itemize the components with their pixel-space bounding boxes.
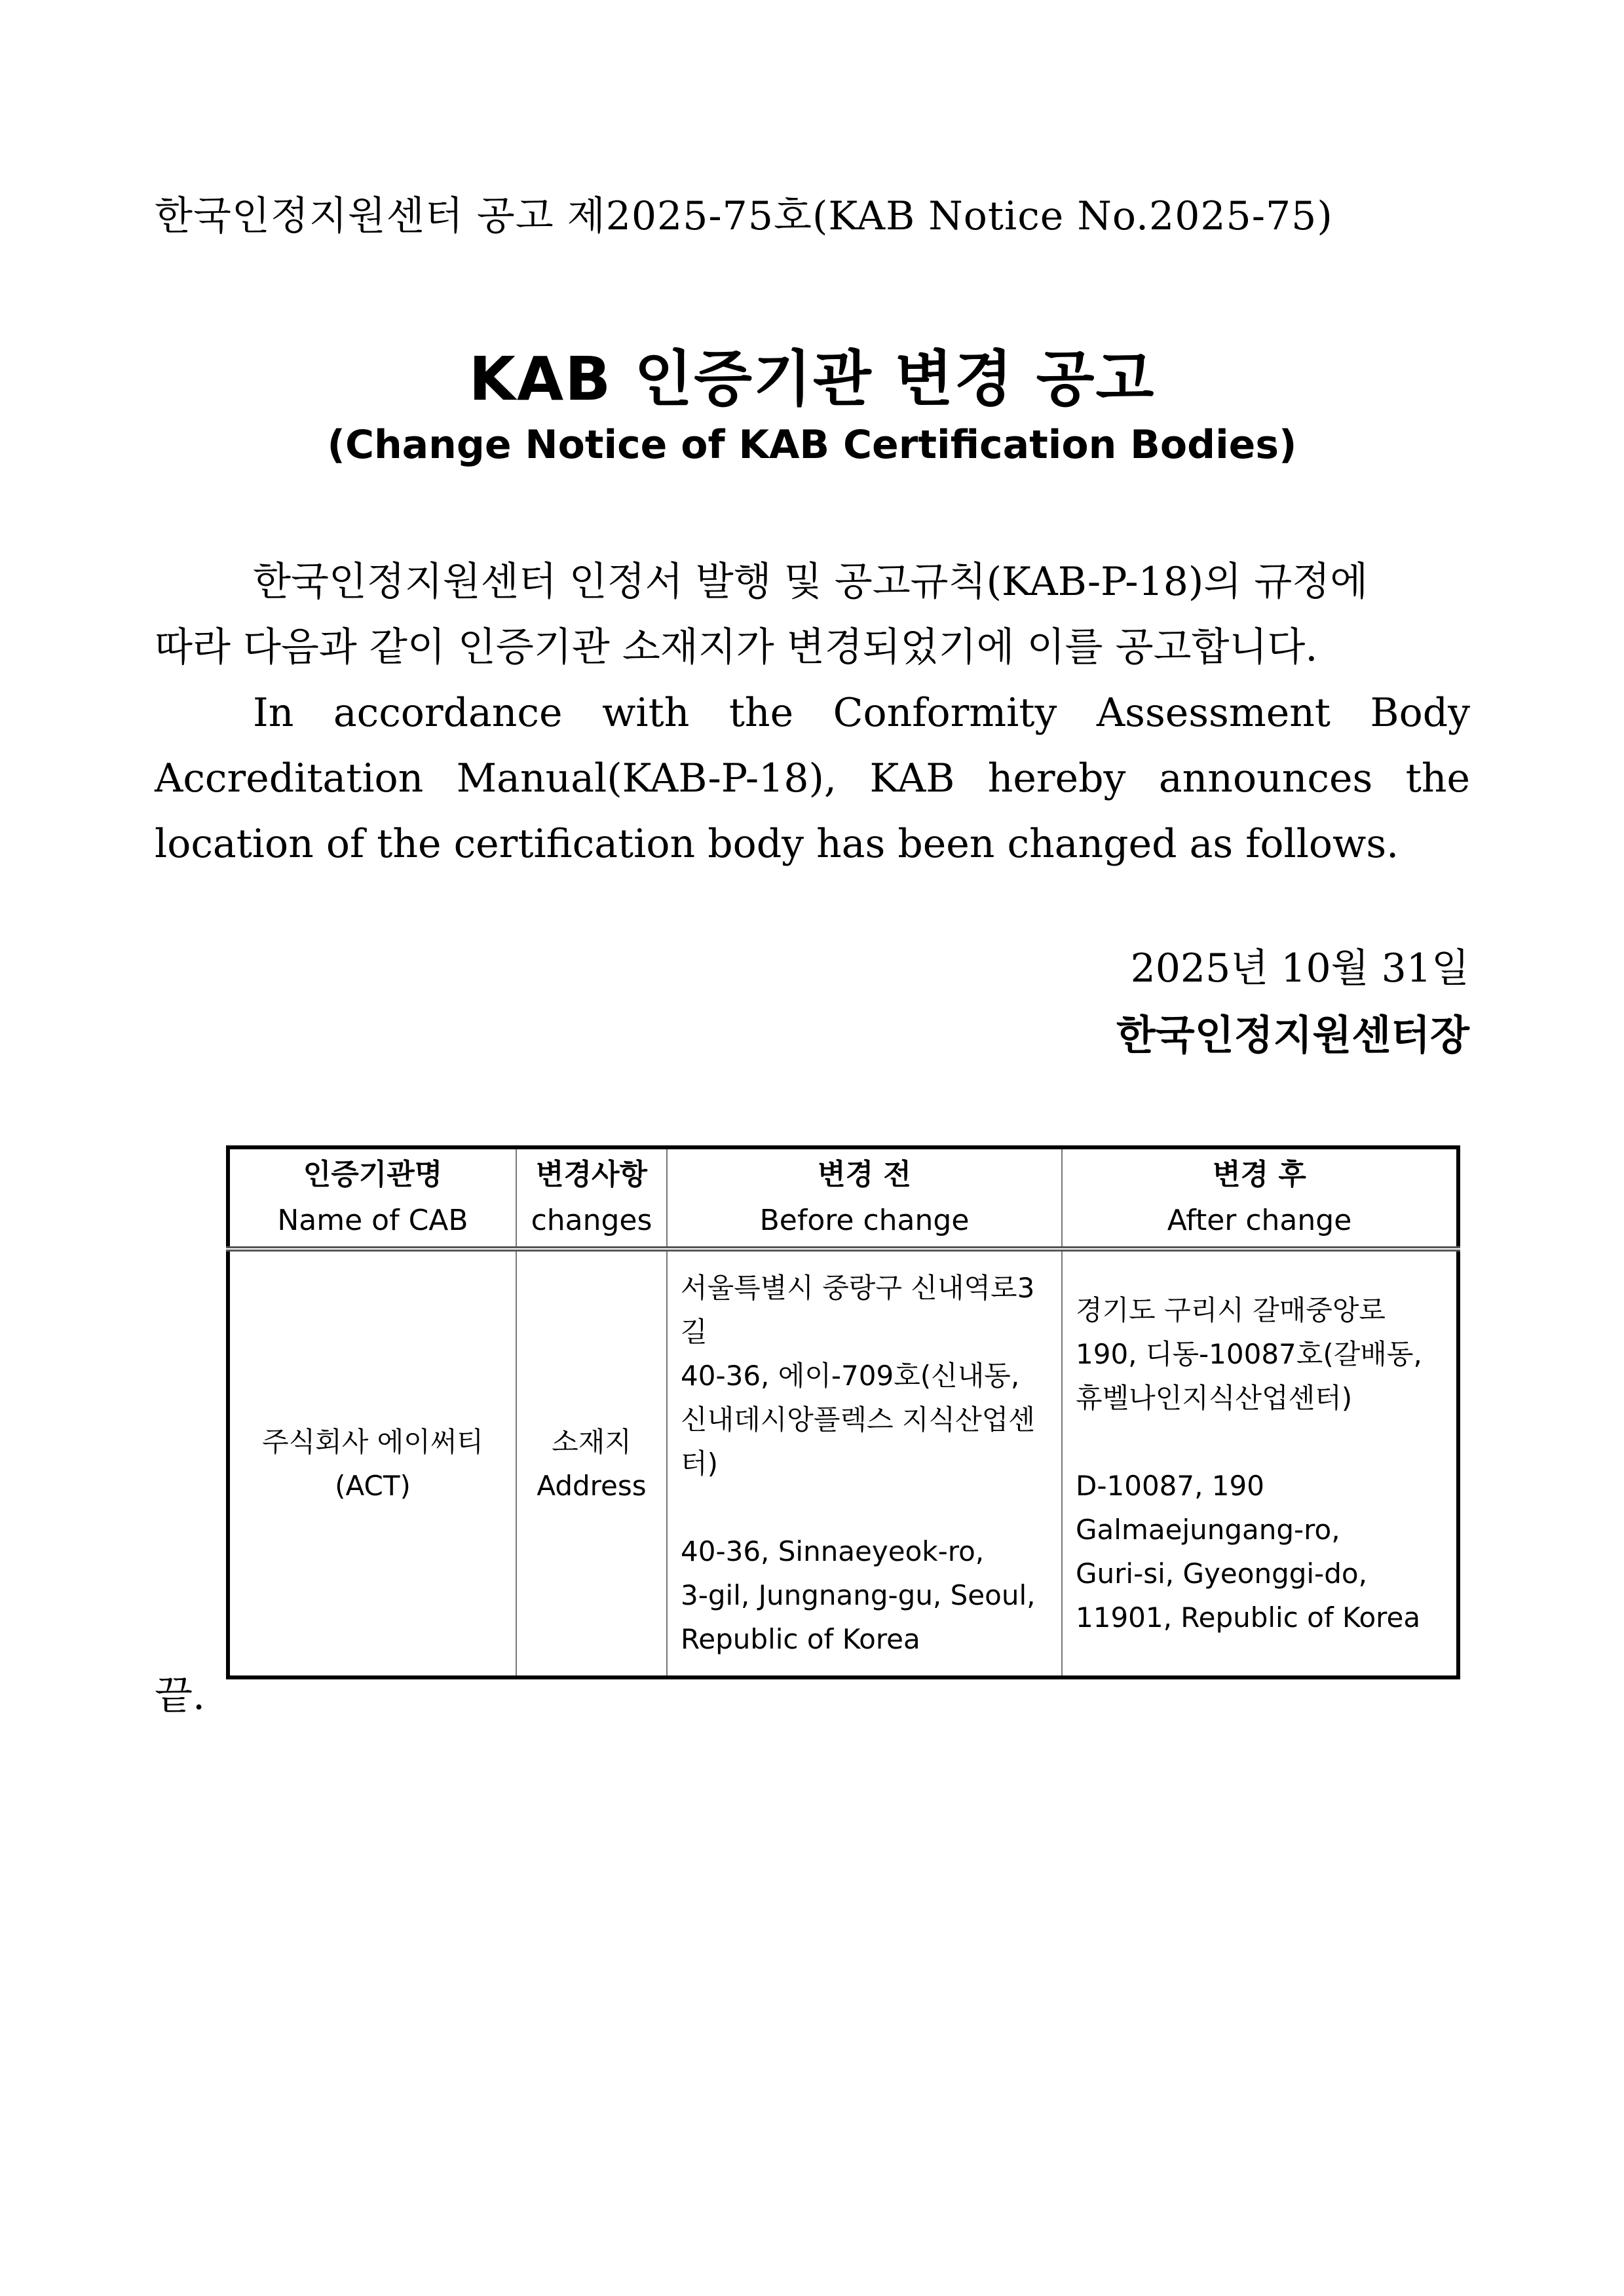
header-before-change [667,1147,1062,1249]
before-address-en-line: Republic of Korea [681,1623,920,1655]
document-subtitle: (Change Notice of KAB Certification Bodies) [327,422,1297,468]
header-label-en: Before change [759,1204,970,1237]
english-paragraph [155,680,1470,877]
header-label-ko: 변경사항 [535,1158,647,1191]
header-label-ko: 변경 전 [818,1158,911,1191]
english-paragraph-line: location of the certification body has been changed as follows. [155,821,1399,867]
after-address-en-line: Galmaejungang-ro, [1076,1513,1340,1546]
header-label-en: After change [1167,1204,1352,1237]
after-address-ko-line: 휴벨나인지식산업센터) [1076,1381,1353,1414]
cab-name-ko: 주식회사 에이써티 [262,1425,483,1458]
header-label-en: changes [531,1204,652,1237]
after-address-en-line: Guri-si, Gyeonggi-do, [1076,1557,1367,1590]
change-type-en: Address [537,1469,647,1502]
after-address-ko-line: 경기도 구리시 갈매중앙로 [1076,1293,1386,1326]
header-cab-name [228,1147,516,1249]
cell-before-address [667,1249,1062,1677]
header-label-en: Name of CAB [277,1204,468,1237]
cell-change-type [516,1249,667,1677]
before-address-ko-line: 40-36, 에이-709호(신내동, [681,1360,1020,1392]
before-address-en-line: 40-36, Sinnaeyeok-ro, [681,1535,985,1567]
cell-after-address [1062,1249,1458,1677]
issuer-name: 한국인정지원센터장 [1116,1011,1469,1059]
korean-paragraph [155,549,1470,680]
notice-number: 한국인정지원센터 공고 제2025-75호(KAB Notice No.2025-75) [155,193,1333,239]
header-after-change [1062,1147,1458,1249]
before-address-en-line: 3-gil, Jungnang-gu, Seoul, [681,1579,1036,1611]
change-table [226,1145,1460,1679]
change-table-wrapper [226,1145,1456,1679]
end-mark: 끝. [155,1673,206,1719]
header-changes [516,1147,667,1249]
before-address-ko-line: 서울특별시 중랑구 신내역로3길 [681,1272,1035,1348]
korean-paragraph-line: 한국인정지원센터 인정서 발행 및 공고규칙(KAB-P-18)의 규정에 [253,559,1369,605]
notice-date: 2025년 10월 31일 [1130,946,1469,991]
address-spacer [681,1485,1048,1529]
after-address-en-line: 11901, Republic of Korea [1076,1601,1421,1634]
header-label-ko: 인증기관명 [303,1158,443,1191]
after-address-ko-line: 190, 디동-10087호(갈배동, [1076,1337,1422,1370]
header-label-ko: 변경 후 [1213,1158,1306,1191]
before-address-ko-line: 신내데시앙플렉스 지식산업센터) [681,1404,1035,1480]
after-address-en-line: D-10087, 190 [1076,1469,1264,1502]
address-spacer [1076,1420,1443,1464]
cell-cab-name [228,1249,516,1677]
cab-name-en: (ACT) [335,1469,411,1502]
change-type-ko: 소재지 [552,1425,632,1458]
korean-paragraph-line: 따라 다음과 같이 인증기관 소재지가 변경되었기에 이를 공고합니다. [155,624,1318,670]
english-paragraph-line: Accreditation Manual(KAB-P-18), KAB hereby announces the [155,756,1470,801]
document-title: KAB 인증기관 변경 공고 [468,344,1156,414]
table-row [228,1249,1458,1677]
english-paragraph-line: In accordance with the Conformity Assessment Body [253,690,1470,736]
table-header-row [228,1147,1458,1249]
